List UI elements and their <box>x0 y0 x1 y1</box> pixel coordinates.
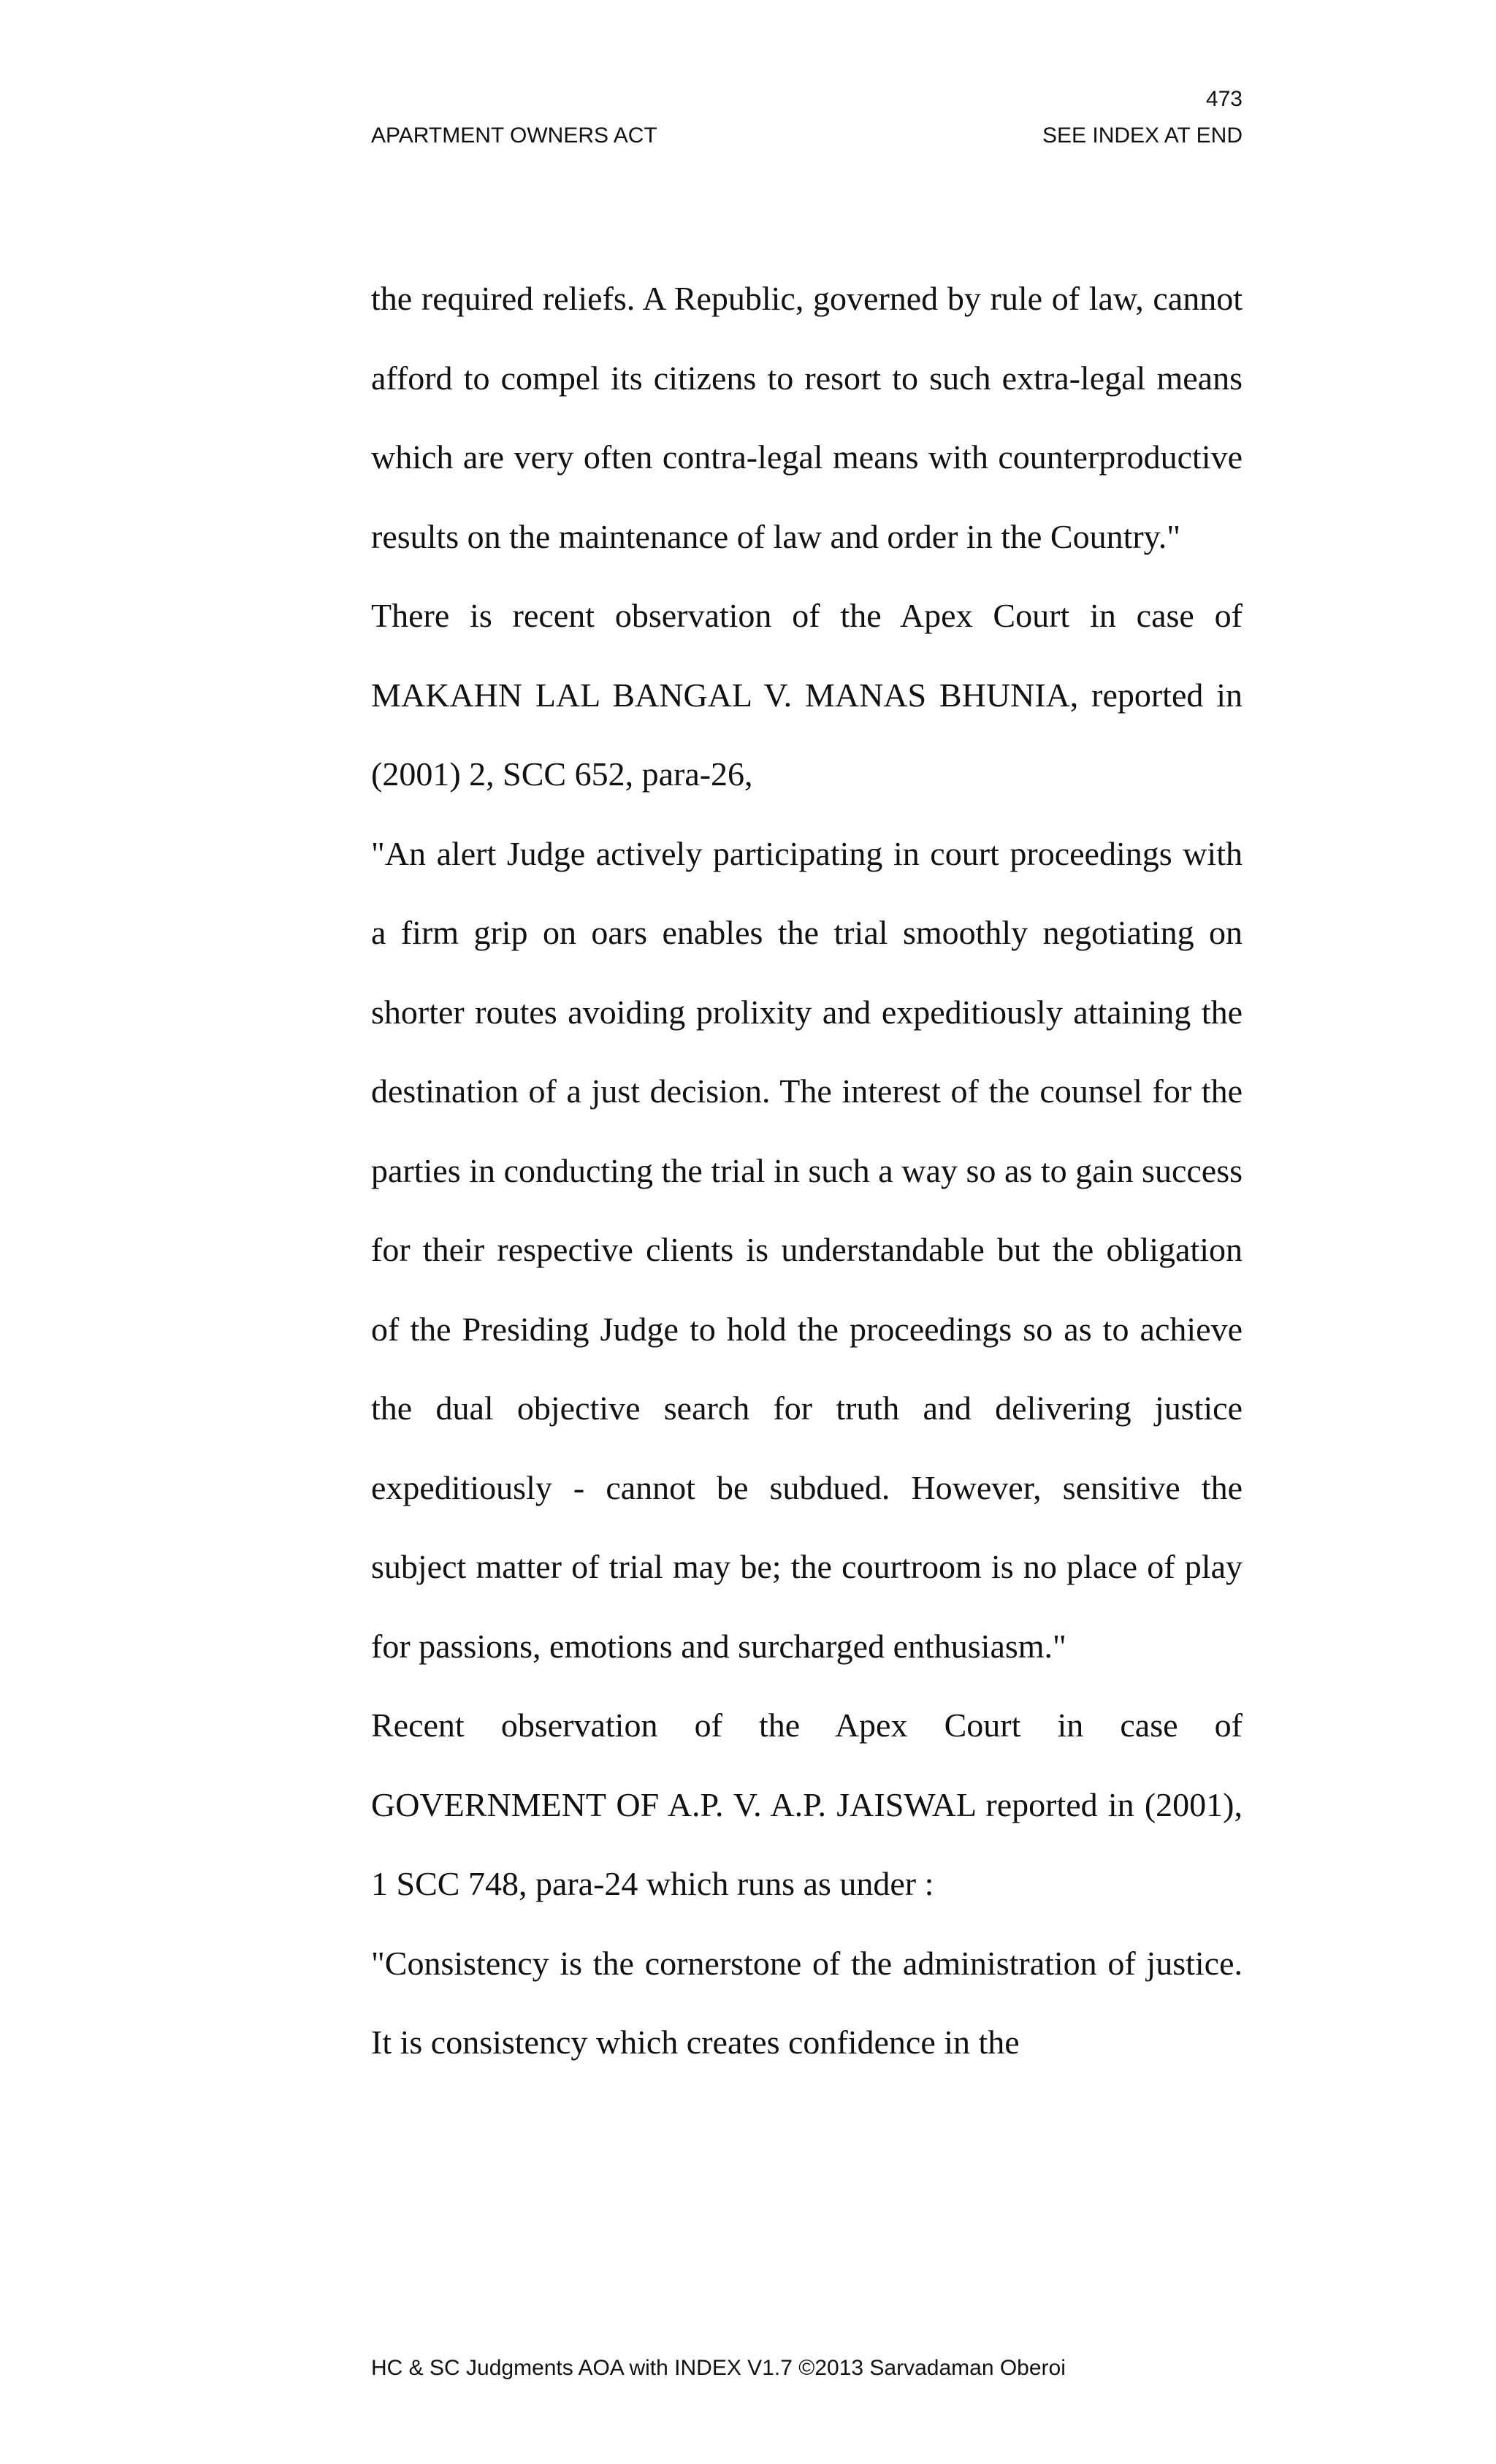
paragraph-quote-continuation: the required reliefs. A Republic, governed by rule of law, cannot afford to compel its citizens to resort to such extra-legal means which are very often contra-legal means with counterproductive results on the maintenance of law and order in the Country." <box>371 280 1243 555</box>
page-footer: HC & SC Judgments AOA with INDEX V1.7 ©2013 Sarvadaman Oberoi <box>371 2356 1066 2380</box>
page-number: 473 <box>1205 87 1243 111</box>
paragraph-alert-judge-quote: "An alert Judge actively participating in court proceedings with a firm grip on oars enables the trial smoothly negotiating on shorter routes avoiding prolixity and expeditiously attaining the destination of a just decision. The interest of the counsel for the parties in conducting the trial in such a way so as to gain success for their respective clients is understandable but the obligation of the Presiding Judge to hold the proceedings so as to achieve the dual objective search for truth and delivering justice expeditiously - cannot be subdued. However, sensitive the subject matter of trial may be; the courtroom is no place of play for passions, emotions and surcharged enthusiasm." <box>371 834 1243 1665</box>
document-body <box>371 259 1243 2083</box>
paragraph-jaiswal-citation: Recent observation of the Apex Court in case of GOVERNMENT OF A.P. V. A.P. JAISWAL reported in (2001), 1 SCC 748, para-24 which runs as under : <box>371 1706 1243 1902</box>
paragraph-consistency-quote: "Consistency is the cornerstone of the administration of justice. It is consistency which creates confidence in the <box>371 1944 1243 2061</box>
running-header-index-note: SEE INDEX AT END <box>1042 123 1243 148</box>
paragraph-makahn-lal-citation: There is recent observation of the Apex Court in case of MAKAHN LAL BANGAL V. MANAS BHUNIA, reported in (2001) 2, SCC 652, para-26, <box>371 597 1243 793</box>
running-header-title: APARTMENT OWNERS ACT <box>371 123 657 148</box>
